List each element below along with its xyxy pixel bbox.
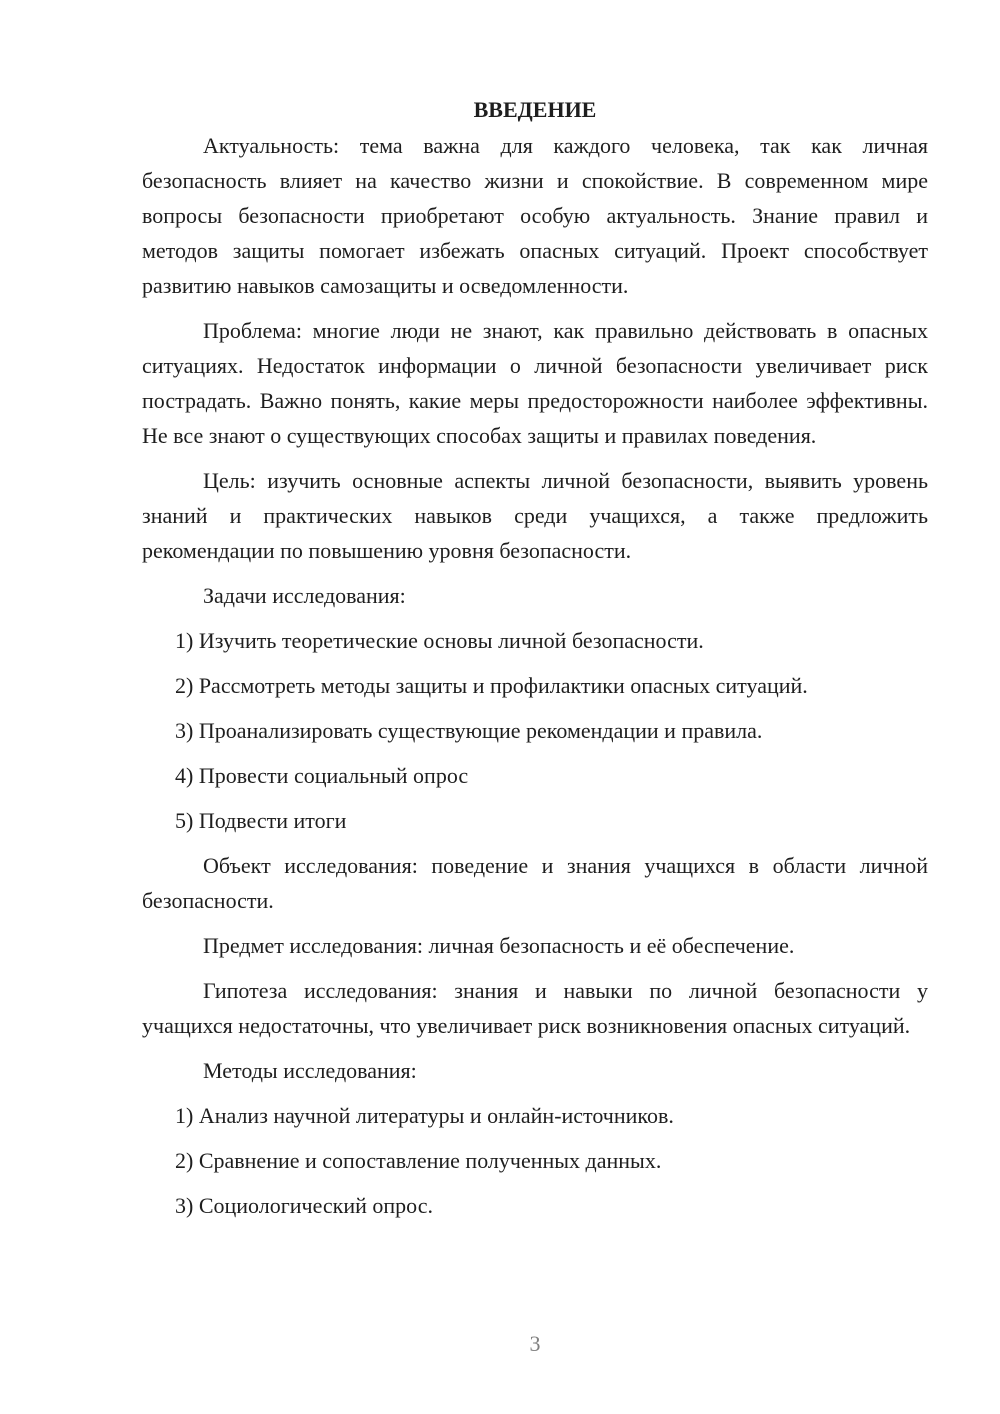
- method-item: 1) Анализ научной литературы и онлайн-источников.: [175, 1103, 674, 1128]
- document-page: [142, 92, 928, 1233]
- hypothesis-paragraph: Гипотеза исследования: знания и навыки по личной безопасности у учащихся недостаточны, что увеличивает риск возникновения опасных ситуаций.: [142, 978, 928, 1038]
- object-paragraph: Объект исследования: поведение и знания учащихся в области личной безопасности.: [142, 853, 928, 913]
- task-item: 2) Рассмотреть методы защиты и профилактики опасных ситуаций.: [175, 673, 808, 698]
- task-item: 1) Изучить теоретические основы личной безопасности.: [175, 628, 704, 653]
- task-item: 4) Провести социальный опрос: [175, 763, 469, 788]
- method-item: 2) Сравнение и сопоставление полученных данных.: [175, 1148, 662, 1173]
- goal-paragraph: Цель: изучить основные аспекты личной безопасности, выявить уровень знаний и практических навыков среди учащихся, а также предложить рекомендации по повышению уровня безопасности.: [142, 468, 928, 563]
- methods-heading: Методы исследования:: [203, 1058, 417, 1083]
- tasks-heading: Задачи исследования:: [203, 583, 406, 608]
- problem-paragraph: Проблема: многие люди не знают, как правильно действовать в опасных ситуациях. Недостаток информации о личной безопасности увеличивает риск пострадать. Важно понять, какие меры предосторожности наиболее эффективны. Не все знают о существующих способах защиты и правилах поведения.: [142, 318, 928, 448]
- page-number: 3: [529, 1331, 541, 1356]
- task-item: 5) Подвести итоги: [175, 808, 347, 833]
- task-item: 3) Проанализировать существующие рекомендации и правила.: [175, 718, 763, 743]
- subject-paragraph: Предмет исследования: личная безопасность и её обеспечение.: [203, 933, 795, 958]
- page-title: ВВЕДЕНИЕ: [473, 97, 597, 122]
- method-item: 3) Социологический опрос.: [175, 1193, 433, 1218]
- relevance-paragraph: Актуальность: тема важна для каждого человека, так как личная безопасность влияет на качество жизни и спокойствие. В современном мире вопросы безопасности приобретают особую актуальность. Знание правил и методов защиты помогает избежать опасных ситуаций. Проект способствует развитию навыков самозащиты и осведомленности.: [142, 133, 928, 298]
